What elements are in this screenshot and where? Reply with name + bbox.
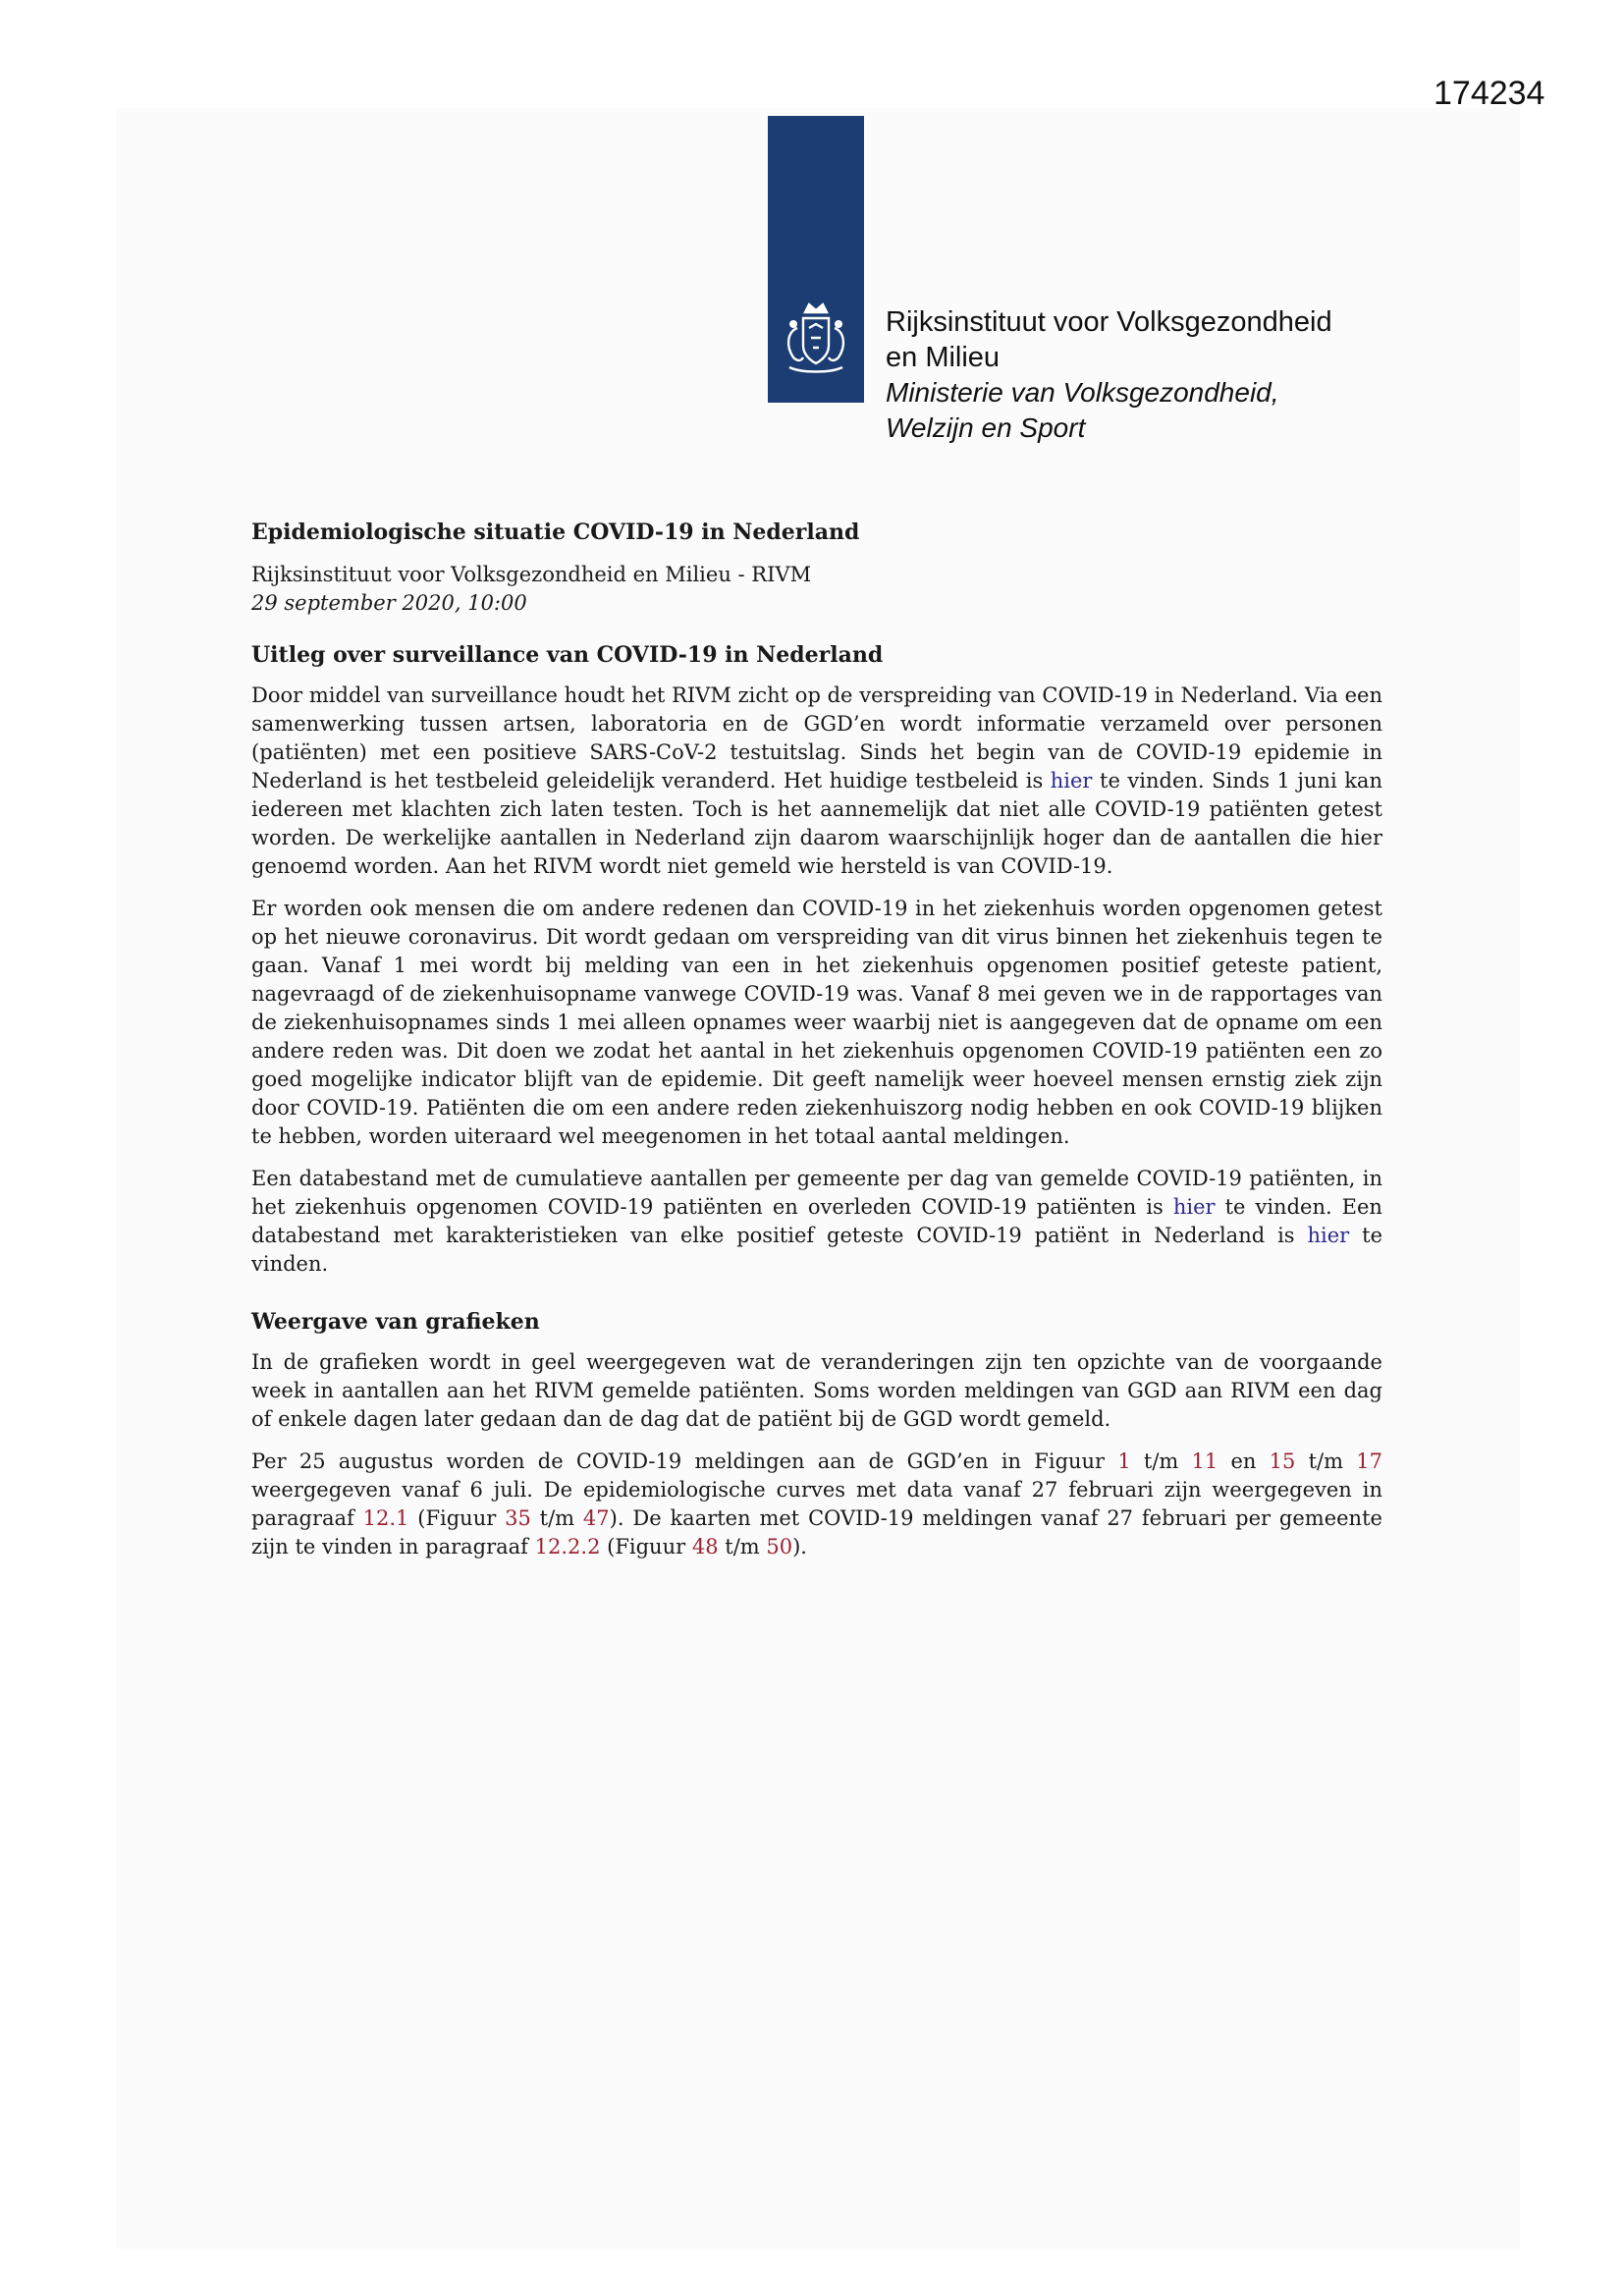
royal-crest-icon [776, 299, 856, 379]
section-ref-link[interactable]: 12.2.2 [534, 1535, 601, 1558]
figure-ref-link[interactable]: 35 [505, 1506, 531, 1530]
institute-line: Rijksinstituut voor Volksgezondheid en Milieu - RIVM [251, 563, 812, 586]
figure-ref-link[interactable]: 11 [1191, 1449, 1218, 1473]
section-spacer [251, 1292, 1382, 1308]
text-run: t/m [725, 1535, 760, 1558]
text-run: Per 25 augustus worden de COVID-19 meldingen aan de GGD’en in Figuur [251, 1449, 1106, 1473]
figure-ref-link[interactable]: 1 [1117, 1449, 1131, 1473]
text-run: (Figuur [607, 1535, 686, 1558]
text-run: t/m [1308, 1449, 1343, 1473]
org-name-line1: Rijksinstituut voor Volksgezondheid [886, 306, 1332, 338]
text-run: (Figuur [417, 1506, 497, 1530]
section-heading-graphs: Weergave van grafieken [251, 1309, 540, 1335]
ministry-name-line1: Ministerie van Volksgezondheid, [886, 377, 1279, 408]
figure-ref-link[interactable]: 17 [1356, 1449, 1382, 1473]
text-run: t/m [539, 1506, 575, 1530]
figure-ref-link[interactable]: 50 [766, 1535, 793, 1558]
dataset-characteristics-link[interactable]: hier [1307, 1224, 1350, 1247]
document-title: Epidemiologische situatie COVID-19 in Nederland [251, 519, 860, 545]
paragraph-datasets [251, 1165, 1382, 1279]
text-run: Door middel van surveillance houdt het RIVM zicht op de verspreiding van COVID-19 in Nederland. Via een samenwerking tussen artsen, laboratoria en de GGD’en wordt informatie verzameld over personen (patiënten) met een positieve SARS-CoV-2 testuitslag. Sinds het begin van de COVID-19 epidemie in Nederland is het testbeleid geleidelijk veranderd. Het huidige testbeleid is [251, 683, 1382, 793]
testbeleid-link[interactable]: hier [1050, 769, 1093, 793]
dataset-cumulative-link[interactable]: hier [1172, 1195, 1216, 1219]
organisation-name [886, 304, 1332, 446]
report-date: 29 september 2020, 10:00 [251, 591, 527, 615]
paragraph-figure-references [251, 1448, 1382, 1561]
text-run: te vinden. [251, 1224, 1382, 1276]
text-run: weergegeven vanaf 6 juli. De epidemiologische curves met data vanaf 27 februari zijn weergegeven in paragraaf [251, 1478, 1382, 1530]
section-ref-link[interactable]: 12.1 [362, 1506, 409, 1530]
section-heading-surveillance: Uitleg over surveillance van COVID-19 in Nederland [251, 642, 884, 668]
figure-ref-link[interactable]: 48 [691, 1535, 719, 1558]
paragraph-graph-explanation: In de grafieken wordt in geel weergegeven wat de veranderingen zijn ten opzichte van de voorgaande week in aantallen aan het RIVM gemelde patiënten. Soms worden meldingen van GGD aan RIVM een dag of enkele dagen later gedaan dan de dag dat de patiënt bij de GGD wordt gemeld. [251, 1350, 1382, 1431]
rijksoverheid-logo-bar [768, 116, 864, 403]
text-run: ). De kaarten met COVID-19 meldingen vanaf 27 februari per gemeente zijn te vinden in paragraaf [251, 1506, 1382, 1558]
org-name-line2: en Milieu [886, 342, 1001, 373]
text-run: Een databestand met de cumulatieve aantallen per gemeente per dag van gemelde COVID-19 patiënten, in het ziekenhuis opgenomen COVID-19 patiënten en overleden COVID-19 patiënten is [251, 1167, 1382, 1219]
paragraph-hospital-admissions: Er worden ook mensen die om andere redenen dan COVID-19 in het ziekenhuis worden opgenomen getest op het nieuwe coronavirus. Dit wordt gedaan om verspreiding van dit virus binnen het ziekenhuis tegen te gaan. Vanaf 1 mei wordt bij melding van een in het ziekenhuis opgenomen positief geteste patient, nagevraagd of de ziekenhuisopname vanwege COVID-19 was. Vanaf 8 mei geven we in de rapportages van de ziekenhuisopnames sinds 1 mei alleen opnames weer waarbij niet is aangegeven dat de opname om een andere reden was. Dit doen we zodat het aantal in het ziekenhuis opgenomen COVID-19 patiënten een zo goed mogelijke indicator blijft van de epidemie. Dit geeft namelijk weer hoeveel mensen ernstig ziek zijn door COVID-19. Patiënten die om een andere reden ziekenhuiszorg nodig hebben en ook COVID-19 blijken te hebben, worden uiteraard wel meegenomen in het totaal aantal meldingen. [251, 897, 1382, 1148]
text-run: t/m [1143, 1449, 1179, 1473]
ministry-name-line2: Welzijn en Sport [886, 412, 1086, 443]
figure-ref-link[interactable]: 47 [582, 1506, 610, 1530]
document-body [251, 519, 1382, 1575]
document-number: 174234 [1434, 75, 1545, 112]
text-run: te vinden. Sinds 1 juni kan iedereen met klachten zich laten testen. Toch is het aannemelijk dat niet alle COVID-19 patiënten getest worden. De werkelijke aantallen in Nederland zijn daarom waarschijnlijk hoger dan de aantallen die hier genoemd worden. Aan het RIVM wordt niet gemeld wie hersteld is van COVID-19. [251, 769, 1382, 878]
figure-ref-link[interactable]: 15 [1269, 1449, 1296, 1473]
text-run: en [1230, 1449, 1257, 1473]
text-run: ). [792, 1535, 807, 1558]
text-run: te vinden. Een databestand met karakteristieken van elke positief geteste COVID-19 patiënt in Nederland is [251, 1195, 1382, 1247]
paragraph-surveillance [251, 682, 1382, 881]
